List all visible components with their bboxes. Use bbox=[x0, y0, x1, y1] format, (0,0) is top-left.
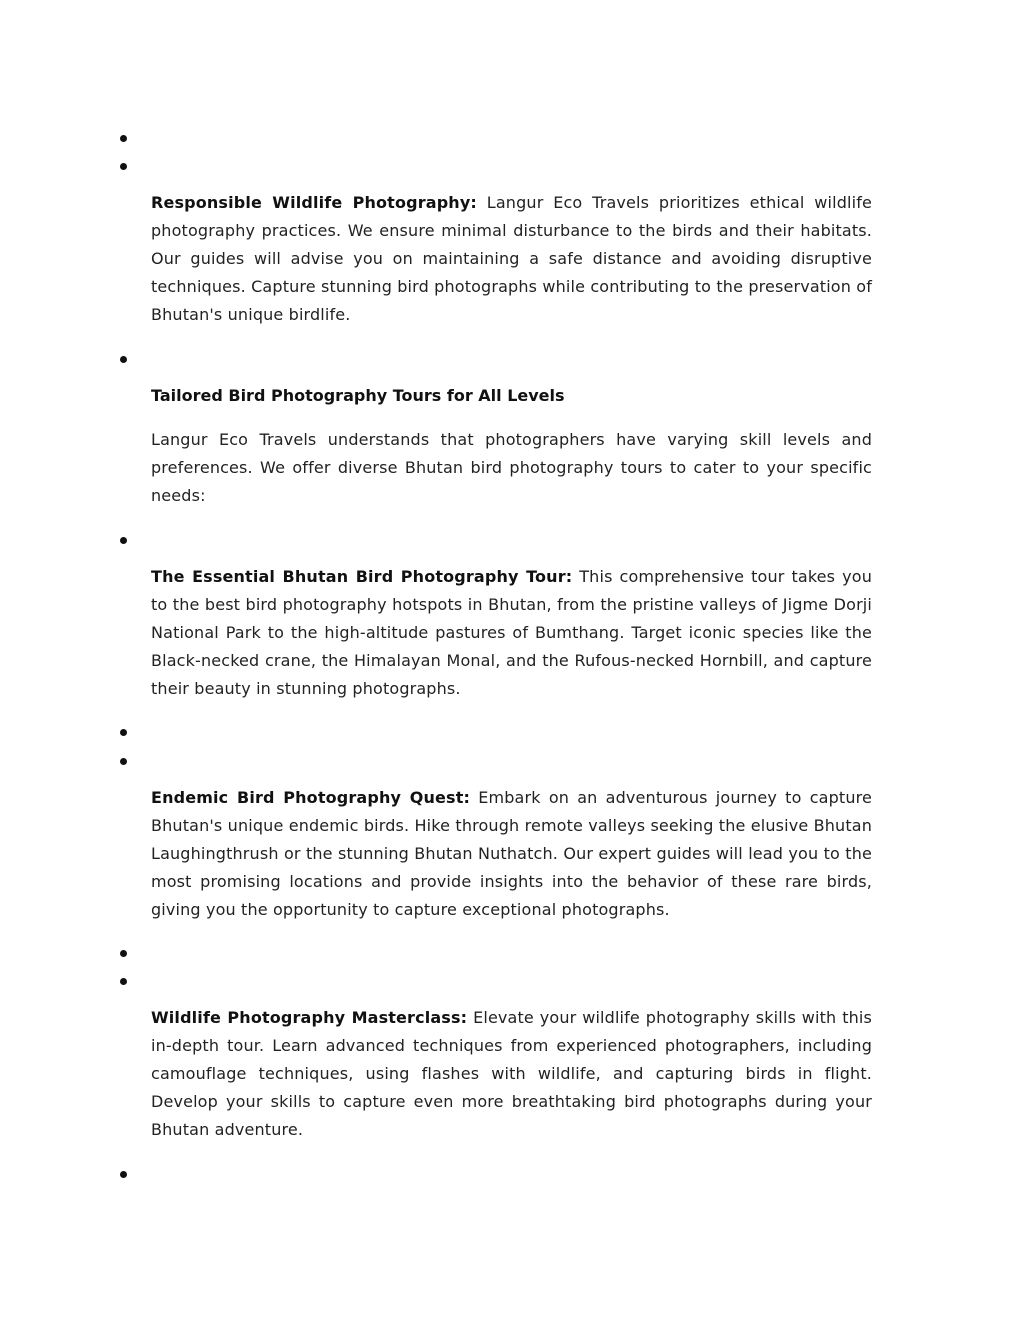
bullet-7 bbox=[120, 950, 127, 957]
masterclass-label: Wildlife Photography Masterclass: bbox=[151, 1008, 468, 1027]
responsible-photography-text: Langur Eco Travels prioritizes ethical wildlife photography practices. We ensure minimal disturbance to the birds and their habitats. Our guides will advise you on maintaining a safe distance and avoiding disruptive techniques. Capture stunning bird photographs while contributing to the preservation of Bhutan's unique birdlife. bbox=[151, 193, 872, 324]
bullet-1 bbox=[120, 135, 127, 142]
responsible-photography-paragraph bbox=[151, 189, 872, 329]
tailored-tours-paragraph: Langur Eco Travels understands that photographers have varying skill levels and preferences. We offer diverse Bhutan bird photography tours to cater to your specific needs: bbox=[151, 430, 872, 505]
masterclass-paragraph bbox=[151, 1004, 872, 1144]
bullet-2 bbox=[120, 163, 127, 170]
endemic-quest-label: Endemic Bird Photography Quest: bbox=[151, 788, 471, 807]
essential-tour-text: This comprehensive tour takes you to the best bird photography hotspots in Bhutan, from the pristine valleys of Jigme Dorji National Park to the high-altitude pastures of Bumthang. Target iconic species like the Black-necked crane, the Himalayan Monal, and the Rufous-necked Hornbill, and capture their beauty in stunning photographs. bbox=[151, 567, 872, 698]
bullet-9 bbox=[120, 1171, 127, 1178]
tailored-tours-heading: Tailored Bird Photography Tours for All Levels bbox=[151, 386, 565, 405]
endemic-quest-paragraph bbox=[151, 784, 872, 924]
bullet-4 bbox=[120, 537, 127, 544]
responsible-photography-label: Responsible Wildlife Photography: bbox=[151, 193, 477, 212]
essential-tour-label: The Essential Bhutan Bird Photography Tour: bbox=[151, 567, 573, 586]
endemic-quest-text: Embark on an adventurous journey to capture Bhutan's unique endemic birds. Hike through remote valleys seeking the elusive Bhutan Laughingthrush or the stunning Bhutan Nuthatch. Our expert guides will lead you to the most promising locations and provide insights into the behavior of these rare birds, giving you the opportunity to capture exceptional photographs. bbox=[151, 788, 872, 919]
bullet-6 bbox=[120, 758, 127, 765]
bullet-5 bbox=[120, 729, 127, 736]
masterclass-text: Elevate your wildlife photography skills with this in-depth tour. Learn advanced techniques from experienced photographers, including camouflage techniques, using flashes with wildlife, and capturing birds in flight. Develop your skills to capture even more breathtaking bird photographs during your Bhutan adventure. bbox=[151, 1008, 873, 1139]
bullet-3 bbox=[120, 356, 127, 363]
essential-tour-paragraph bbox=[151, 563, 872, 703]
bullet-8 bbox=[120, 978, 127, 985]
